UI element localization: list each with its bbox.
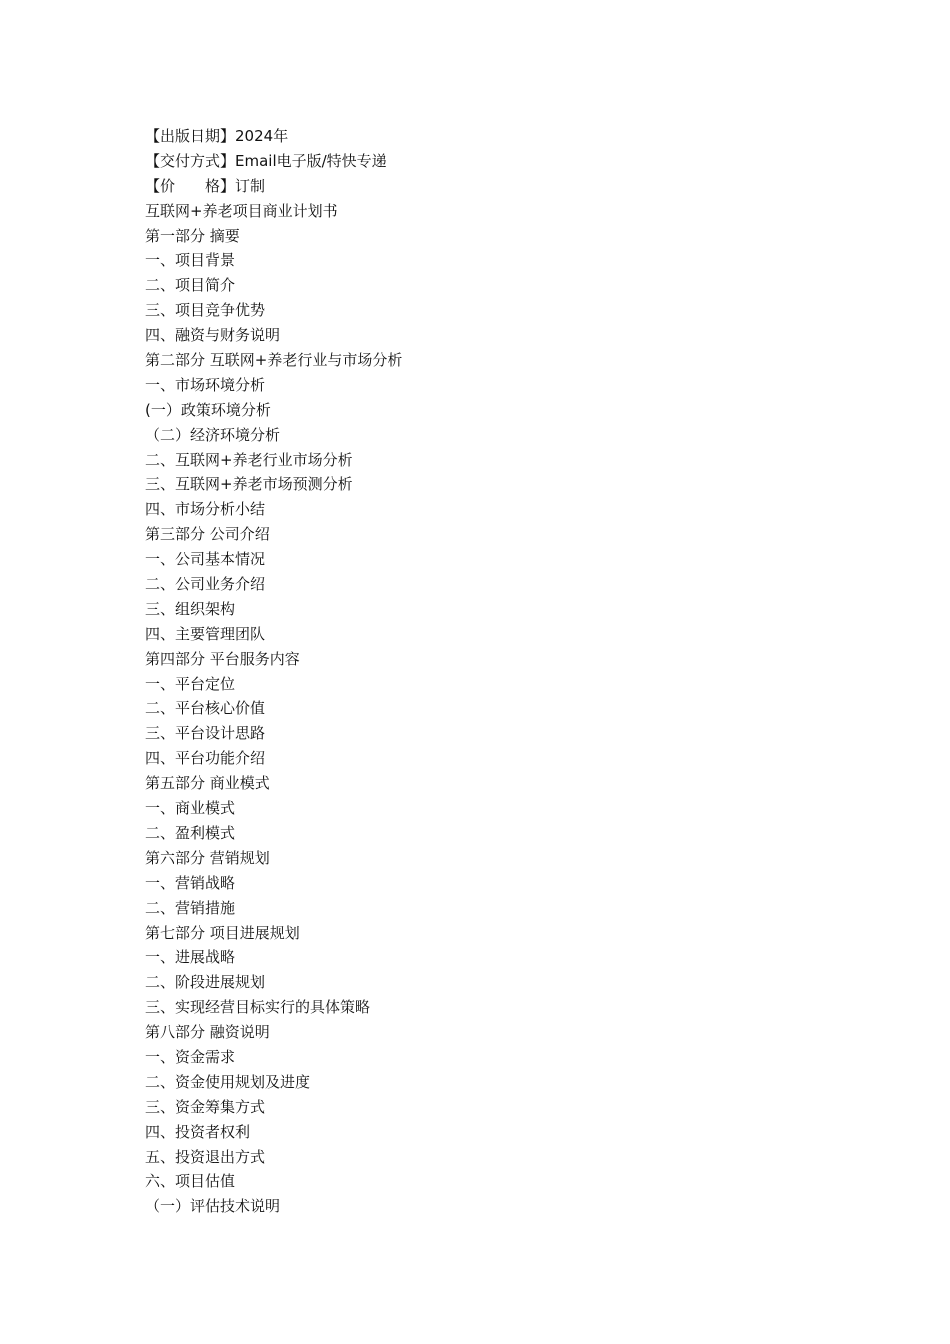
publication-date-line: [145, 124, 845, 149]
toc-line: 一、资金需求: [145, 1047, 236, 1066]
delivery-method-value: Email电子版/特快专递: [235, 151, 387, 170]
toc-line: 四、市场分析小结: [145, 500, 266, 519]
toc-line: 三、互联网+养老市场预测分析: [145, 475, 353, 494]
toc-line: 三、平台设计思路: [145, 724, 266, 743]
toc-line: 二、阶段进展规划: [145, 973, 266, 992]
price-label: 【价 格】: [145, 176, 236, 195]
toc-line: 第三部分 公司介绍: [145, 525, 270, 544]
toc-line: 一、营销战略: [145, 873, 236, 892]
price-value: 订制: [235, 176, 266, 195]
toc-line: 四、平台功能介绍: [145, 749, 266, 768]
toc-line: 第六部分 营销规划: [145, 848, 270, 867]
document-title: 互联网+养老项目商业计划书: [145, 201, 338, 220]
toc-line: 二、互联网+养老行业市场分析: [145, 450, 353, 469]
publication-date-value: 2024年: [235, 127, 289, 145]
delivery-method-label: 【交付方式】: [145, 151, 236, 170]
toc-line: 二、项目简介: [145, 276, 236, 295]
toc-line: 一、平台定位: [145, 674, 236, 693]
toc-line: 一、进展战略: [145, 948, 236, 967]
toc-line: 第五部分 商业模式: [145, 774, 270, 793]
delivery-method-line: [145, 149, 845, 174]
toc-line: 二、平台核心价值: [145, 699, 266, 718]
toc-line: 二、盈利模式: [145, 823, 236, 842]
toc-line: 二、公司业务介绍: [145, 575, 266, 594]
toc-line: 二、资金使用规划及进度: [145, 1072, 311, 1091]
toc-line: （一）评估技术说明: [145, 1197, 281, 1216]
toc-line: 第八部分 融资说明: [145, 1023, 270, 1042]
toc-line: 六、项目估值: [145, 1172, 236, 1191]
toc-line: 第七部分 项目进展规划: [145, 923, 300, 942]
table-of-contents: [145, 199, 845, 1220]
toc-line: 一、公司基本情况: [145, 550, 266, 569]
toc-line: （二）经济环境分析: [145, 425, 281, 444]
toc-line: 三、实现经营目标实行的具体策略: [145, 998, 371, 1017]
toc-line: 一、项目背景: [145, 251, 236, 270]
toc-line: 第四部分 平台服务内容: [145, 649, 300, 668]
toc-line: (一）政策环境分析: [145, 400, 271, 419]
toc-line: 五、投资退出方式: [145, 1147, 266, 1166]
toc-line: 第二部分 互联网+养老行业与市场分析: [145, 351, 403, 370]
toc-line: 一、商业模式: [145, 799, 236, 818]
toc-line: 三、项目竞争优势: [145, 301, 266, 320]
toc-line: 三、资金筹集方式: [145, 1097, 266, 1116]
toc-line: 四、主要管理团队: [145, 624, 266, 643]
toc-line: 第一部分 摘要: [145, 226, 240, 245]
document-body: [145, 124, 845, 1219]
toc-line: 二、营销措施: [145, 898, 236, 917]
toc-line: 四、投资者权利: [145, 1122, 251, 1141]
toc-line: 一、市场环境分析: [145, 375, 266, 394]
price-line: [145, 174, 845, 199]
toc-line: 三、组织架构: [145, 599, 236, 618]
publication-date-label: 【出版日期】: [145, 127, 236, 145]
toc-line: 四、融资与财务说明: [145, 326, 281, 345]
